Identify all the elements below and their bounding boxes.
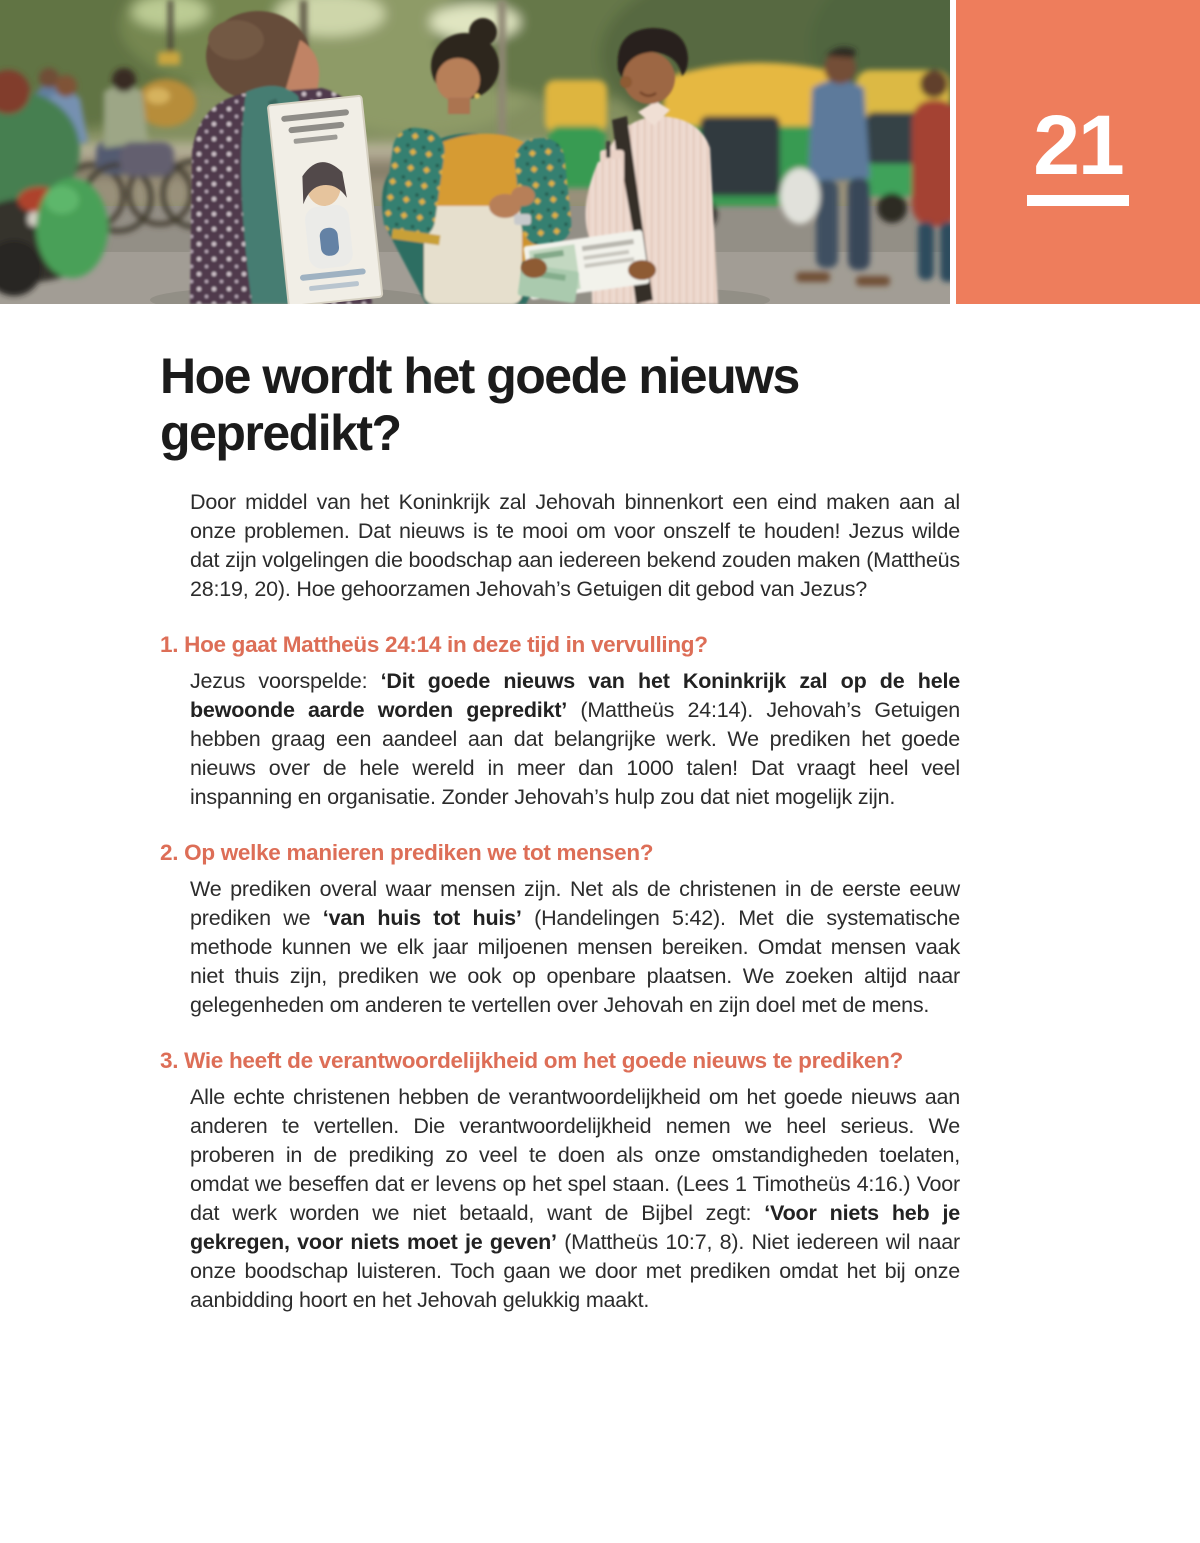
section-1: [160, 632, 960, 812]
street-photo-illustration: [0, 0, 950, 304]
question-1: 1. Hoe gaat Mattheüs 24:14 in deze tijd in vervulling?: [160, 632, 708, 657]
question-2: 2. Op welke manieren prediken we tot mensen?: [160, 840, 654, 865]
paragraph-1: Jezus voorspelde: ‘Dit goede nieuws van het Koninkrijk zal op de hele bewoonde aarde worden gepredikt’ (Mattheüs 24:14). Jehovah’s Getuigen hebben graag een aandeel aan dat belangrijke werk. We prediken het goede nieuws over de hele wereld in meer dan 1000 talen! Dat vraagt heel veel inspanning en organisatie. Zonder Jehovah’s hulp zou dat niet mogelijk zijn.: [190, 669, 960, 809]
street-preaching-photo: [0, 0, 950, 304]
section-2: [160, 840, 960, 1020]
lesson-number: 21: [1033, 97, 1123, 192]
lesson-number-badge: [956, 0, 1200, 304]
question-3: 3. Wie heeft de verantwoordelijkheid om het goede nieuws te prediken?: [160, 1048, 904, 1073]
paragraph-2: We prediken overal waar mensen zijn. Net als de christenen in de eerste eeuw prediken we ‘van huis tot huis’ (Handelingen 5:42). Met die systematische methode kunnen we elk jaar miljoenen mensen bereiken. Omdat mensen vaak niet thuis zijn, prediken we ook op openbare plaatsen. We zoeken altijd naar gelegenheden om anderen te vertellen over Jehovah en zijn doel met de mens.: [190, 877, 960, 1017]
lesson-number-underline: [1027, 195, 1129, 206]
section-3: [160, 1048, 960, 1315]
paragraph-3: Alle echte christenen hebben de verantwoordelijkheid om het goede nieuws aan anderen te vertellen. Die verantwoordelijkheid nemen we heel serieus. We proberen in de prediking zo veel te doen als onze omstandigheden toelaten, omdat we beseffen dat er levens op het spel staan. (Lees 1 Timotheüs 4:16.) Voor dat werk worden we niet betaald, want de Bijbel zegt: ‘Voor niets heb je gekregen, voor niets moet je geven’ (Mattheüs 10:7, 8). Niet iedereen wil naar onze boodschap luisteren. Toch gaan we door met prediken omdat het bij onze aanbidding hoort en het Jehovah gelukkig maakt.: [190, 1085, 960, 1312]
photo-warm-overlay: [0, 0, 950, 304]
intro-paragraph: Door middel van het Koninkrijk zal Jehovah binnenkort een eind maken aan al onze problemen. Dat nieuws is te mooi om voor onszelf te houden! Jezus wilde dat zijn volgelingen die boodschap aan iedereen bekend zouden maken (Mattheüs 28:19, 20). Hoe gehoorzamen Jehovah’s Getuigen dit gebod van Jezus?: [190, 490, 960, 601]
article: [0, 348, 1200, 1315]
page-title: Hoe wordt het goede nieuws gepredikt?: [160, 348, 799, 461]
header: [0, 0, 1200, 304]
